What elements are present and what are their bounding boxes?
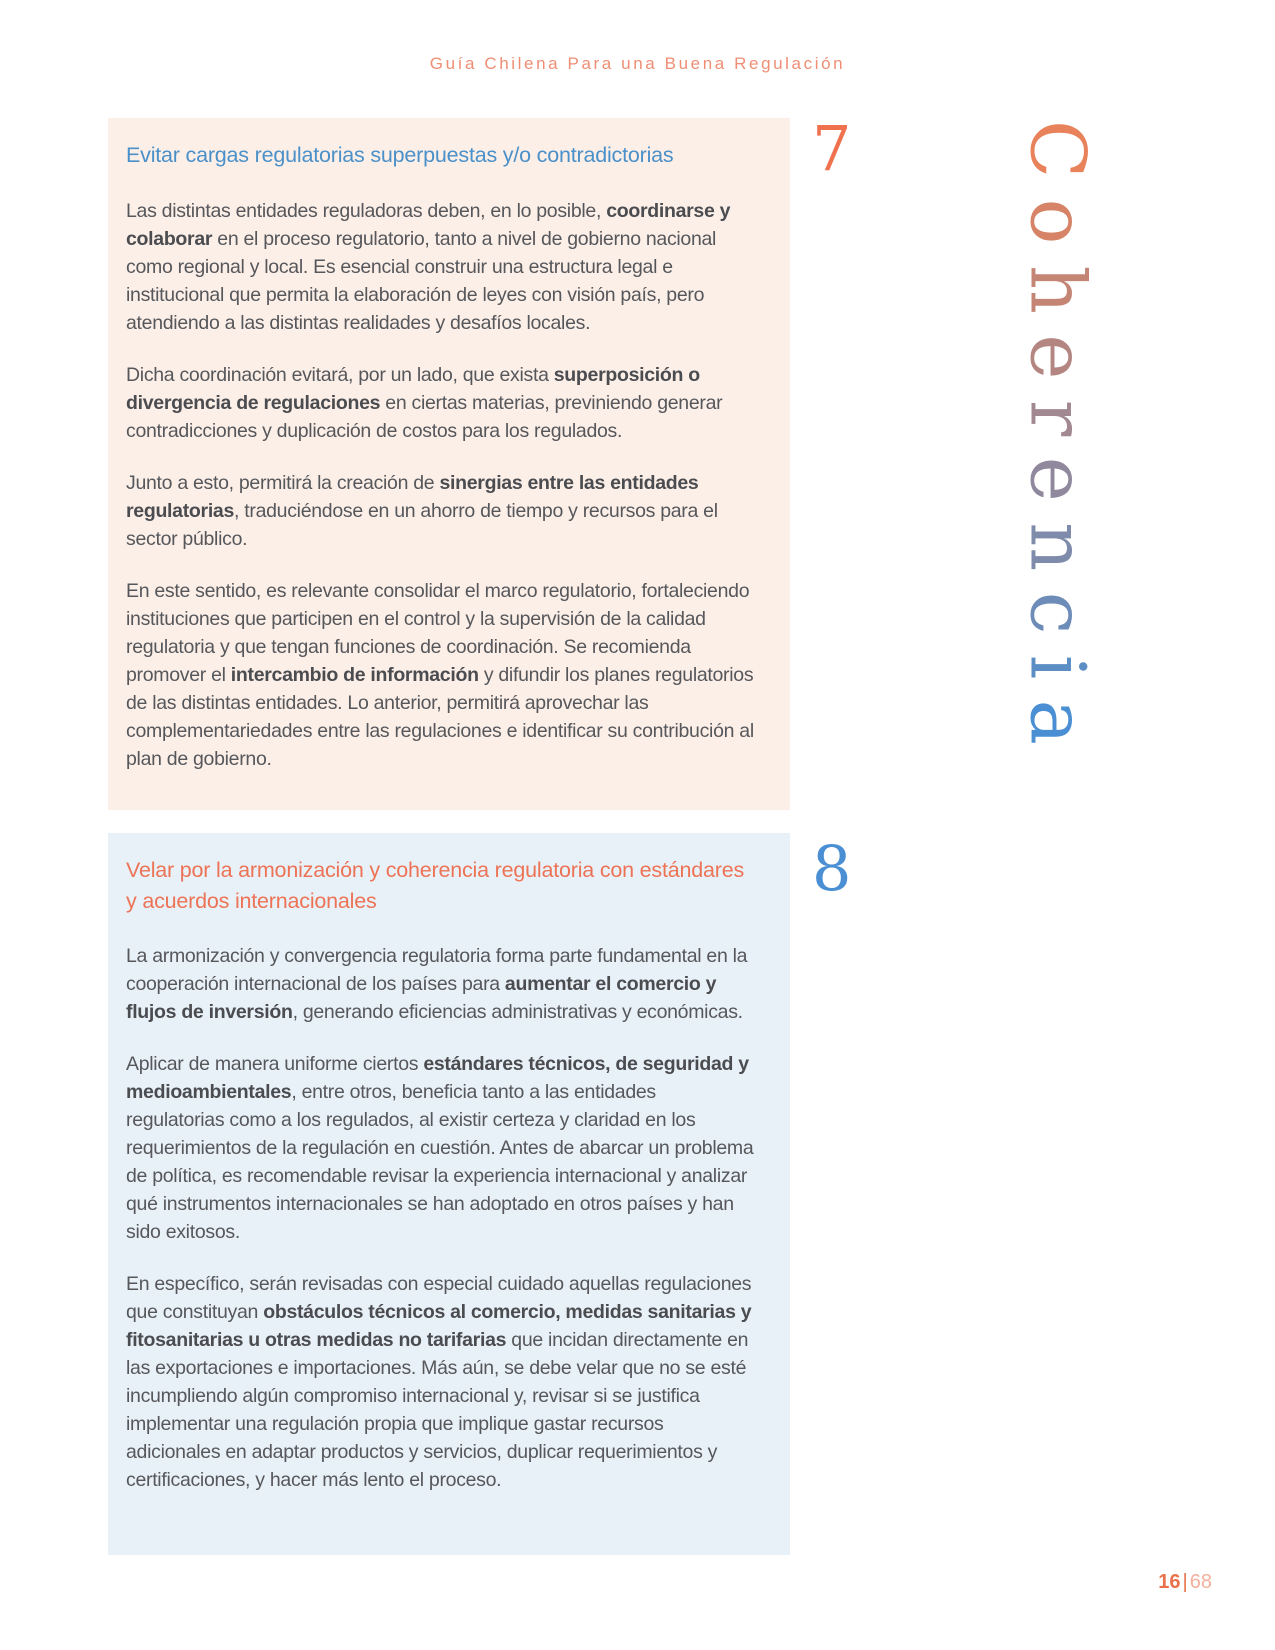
section-7-box: [108, 118, 790, 810]
section-7-title: Evitar cargas regulatorias superpuestas y/o contradictorias: [126, 143, 674, 167]
paragraph: Junto a esto, permitirá la creación de sinergias entre las entidades regulatorias, traduciéndose en un ahorro de tiempo y recursos para el sector público.: [126, 471, 718, 550]
paragraph: La armonización y convergencia regulatoria forma parte fundamental en la cooperación internacional de los países para aumentar el comercio y flujos de inversión, generando eficiencias administrativas y económicas.: [126, 945, 748, 1024]
section-8-box: [108, 833, 790, 1555]
paragraph: Dicha coordinación evitará, por un lado, que exista superposición o divergencia de regulaciones en ciertas materias, previniendo generar contradicciones y duplicación de costos para los regulados.: [126, 363, 723, 442]
chapter-label-coherencia: Coherencia: [1013, 120, 1103, 766]
section-8-title: Velar por la armonización y coherencia regulatoria con estándares y acuerdos internacionales: [126, 858, 745, 913]
section-8-body: [126, 942, 756, 1494]
paragraph: Aplicar de manera uniforme ciertos estándares técnicos, de seguridad y medioambientales, entre otros, beneficia tanto a las entidades regulatorias como a los regulados, al existir certeza y claridad en los requerimientos de la regulación en cuestión. Antes de abarcar un problema de política, es recomendable revisar la experiencia internacional y analizar qué instrumentos internacionales se han adoptado en otros países y han sido exitosos.: [126, 1053, 754, 1244]
paragraph: En este sentido, es relevante consolidar el marco regulatorio, fortaleciendo instituciones que participen en el control y la supervisión de la calidad regulatoria y que tengan funciones de coordinación. Se recomienda promover el intercambio de información y difundir los planes regulatorios de las distintas entidades. Lo anterior, permitirá aprovechar las complementariedades entre las regulaciones e identificar su contribución al plan de gobierno.: [126, 579, 754, 770]
section-7-number: 7: [812, 112, 852, 185]
paragraph: En específico, serán revisadas con especial cuidado aquellas regulaciones que constituyan obstáculos técnicos al comercio, medidas sanitarias y fitosanitarias u otras medidas no tarifarias que incidan directamente en las exportaciones e importaciones. Más aún, se debe velar que no se esté incumpliendo algún compromiso internacional y, revisar si se justifica implementar una regulación propia que implique gastar recursos adicionales en adaptar productos y servicios, duplicar requerimientos y certificaciones, y hacer más lento el proceso.: [126, 1273, 752, 1492]
section-8-number: 8: [812, 832, 852, 905]
page-number-total: 68: [1189, 1571, 1212, 1593]
paragraph: Las distintas entidades reguladoras deben, en lo posible, coordinarse y colaborar en el proceso regulatorio, tanto a nivel de gobierno nacional como regional y local. Es esencial construir una estructura legal e institucional que permita la elaboración de leyes con visión país, pero atendiendo a las distintas realidades y desafíos locales.: [126, 199, 731, 334]
page-number-separator: |: [1182, 1571, 1188, 1593]
page-number-current: 16: [1158, 1571, 1181, 1593]
page-number: [1158, 1571, 1212, 1594]
document-header-title: Guía Chilena Para una Buena Regulación: [429, 54, 846, 73]
section-7-body: [126, 197, 756, 773]
